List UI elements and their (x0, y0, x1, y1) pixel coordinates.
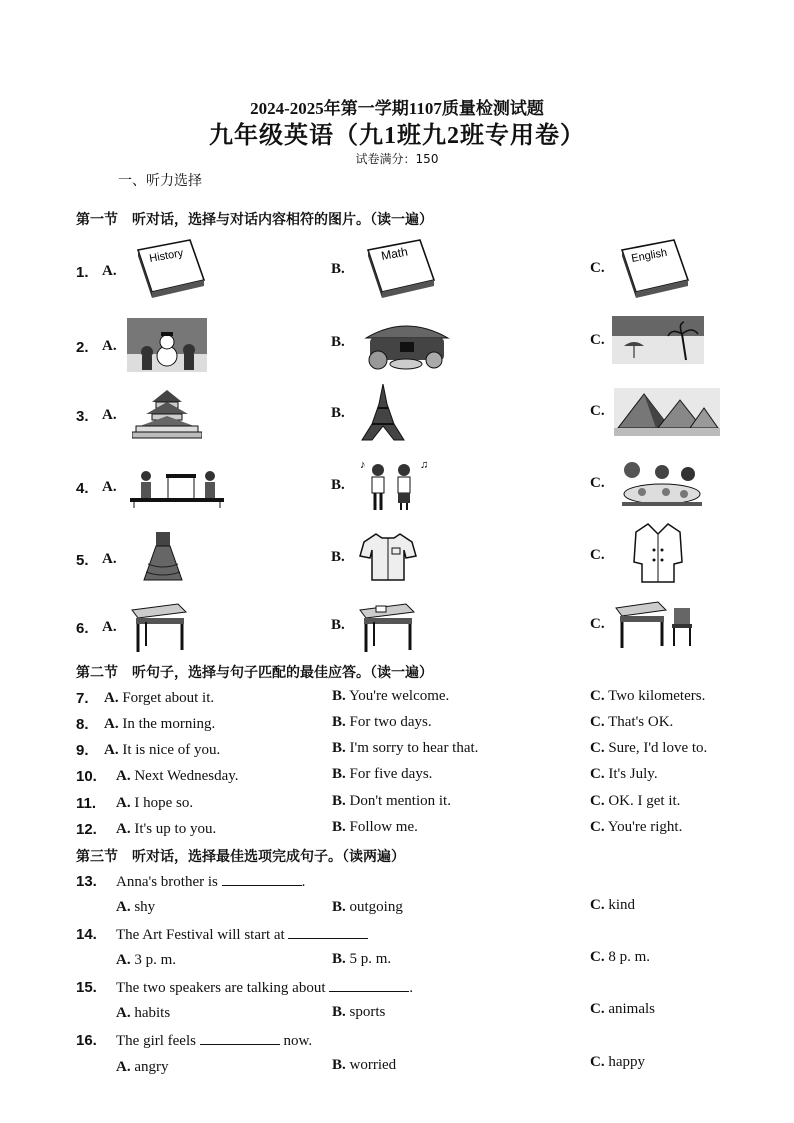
option-a: A. I hope so. (116, 795, 194, 811)
option-b-label: B. (331, 549, 345, 565)
option-b: B. You're welcome. (332, 688, 450, 704)
option-b: B. 5 p. m. (332, 951, 392, 967)
snowman-winter-picture (127, 318, 207, 372)
question-number: 12. (76, 821, 97, 838)
section-1-heading: 第一节 听对话，选择与对话内容相符的图片。（读一遍） (76, 212, 433, 228)
desk-with-paper-picture (356, 600, 416, 654)
option-c-label: C. (590, 260, 605, 276)
exam-subtitle: 九年级英语（九1班九2班专用卷） (209, 123, 585, 149)
eiffel-tower-picture (358, 384, 408, 442)
question-stem: Anna's brother is . (116, 874, 306, 890)
option-a: A. In the morning. (104, 716, 216, 732)
option-c: C. OK. I get it. (590, 793, 681, 809)
question-number: 8. (76, 716, 89, 733)
book-title: Math (380, 244, 409, 263)
option-b-label: B. (331, 405, 345, 421)
option-a: A. habits (116, 1005, 171, 1021)
option-b: B. For five days. (332, 766, 433, 782)
question-number: 2. (76, 339, 89, 356)
option-b: B. Don't mention it. (332, 793, 451, 809)
question-number: 13. (76, 873, 97, 890)
question-number: 14. (76, 926, 97, 943)
math-book-picture (360, 236, 438, 302)
option-c-label: C. (590, 403, 605, 419)
option-b-label: B. (331, 477, 345, 493)
desk-and-chair-picture (612, 598, 696, 650)
svg-text:♪: ♪ (360, 459, 366, 471)
option-b: B. sports (332, 1004, 386, 1020)
question-number: 5. (76, 552, 89, 569)
option-a: A. It's up to you. (116, 821, 217, 837)
option-a: A. shy (116, 899, 156, 915)
svg-text:♫: ♫ (420, 459, 429, 471)
question-number: 1. (76, 264, 89, 281)
option-c: C. That's OK. (590, 714, 674, 730)
option-c: C. 8 p. m. (590, 949, 651, 965)
option-a-label: A. (102, 479, 117, 495)
question-stem: The girl feels now. (116, 1033, 313, 1049)
option-a-label: A. (102, 263, 117, 279)
question-number: 6. (76, 620, 89, 637)
option-b: B. For two days. (332, 714, 432, 730)
question-number: 11. (76, 795, 97, 812)
desk-picture (128, 600, 188, 654)
option-c: C. happy (590, 1054, 646, 1070)
option-b: B. Follow me. (332, 819, 418, 835)
option-c: C. Two kilometers. (590, 688, 706, 704)
exam-title: 2024-2025年第一学期1107质量检测试题 (250, 99, 544, 118)
option-b-label: B. (331, 617, 345, 633)
full-score: 试卷满分：150 (355, 152, 439, 166)
option-c-label: C. (590, 475, 605, 491)
option-b: B. I'm sorry to hear that. (332, 740, 479, 756)
answer-blank[interactable] (288, 926, 368, 939)
option-c: C. kind (590, 897, 636, 913)
question-number: 9. (76, 742, 89, 759)
question-number: 3. (76, 408, 89, 425)
option-a: A. angry (116, 1059, 169, 1075)
question-number: 4. (76, 480, 89, 497)
answer-blank[interactable] (200, 1032, 280, 1045)
coat-picture (632, 522, 684, 584)
option-a-label: A. (102, 619, 117, 635)
part-one-heading: 一、听力选择 (118, 173, 202, 189)
students-singing-picture (356, 456, 436, 512)
question-number: 10. (76, 768, 97, 785)
book-title: History (148, 247, 185, 265)
option-a: A. Next Wednesday. (116, 768, 239, 784)
option-a: A. 3 p. m. (116, 952, 177, 968)
option-a: A. It is nice of you. (104, 742, 221, 758)
shirt-picture (358, 530, 418, 582)
option-c-label: C. (590, 616, 605, 632)
option-c-label: C. (590, 547, 605, 563)
temple-of-heaven-picture (132, 388, 202, 440)
dress-picture (138, 530, 188, 584)
option-b-label: B. (331, 334, 345, 350)
option-c-label: C. (590, 332, 605, 348)
answer-blank[interactable] (222, 873, 302, 886)
option-a: A. Forget about it. (104, 690, 215, 706)
answer-blank[interactable] (329, 979, 409, 992)
option-a-label: A. (102, 338, 117, 354)
question-number: 7. (76, 690, 89, 707)
question-stem: The two speakers are talking about . (116, 980, 414, 996)
book-title: English (630, 246, 669, 265)
question-number: 16. (76, 1032, 97, 1049)
option-b: B. worried (332, 1057, 397, 1073)
history-book-picture (130, 236, 208, 302)
section-3-heading: 第三节 听对话，选择最佳选项完成句子。（读两遍） (76, 849, 405, 865)
students-at-desks-picture (126, 460, 228, 510)
option-c: C. animals (590, 1001, 655, 1017)
option-b: B. outgoing (332, 899, 403, 915)
option-a-label: A. (102, 551, 117, 567)
pyramids-picture (614, 388, 720, 436)
section-2-heading: 第二节 听句子，选择与句子匹配的最佳应答。（读一遍） (76, 665, 433, 681)
beach-picture (612, 316, 704, 364)
option-a-label: A. (102, 407, 117, 423)
option-b-label: B. (331, 261, 345, 277)
option-c: C. Sure, I'd love to. (590, 740, 708, 756)
question-stem: The Art Festival will start at (116, 926, 368, 944)
english-book-picture (614, 236, 692, 302)
mid-autumn-food-picture (356, 314, 456, 370)
option-c: C. You're right. (590, 819, 683, 835)
option-c: C. It's July. (590, 766, 658, 782)
question-number: 15. (76, 979, 97, 996)
family-dinner-picture (612, 456, 704, 512)
